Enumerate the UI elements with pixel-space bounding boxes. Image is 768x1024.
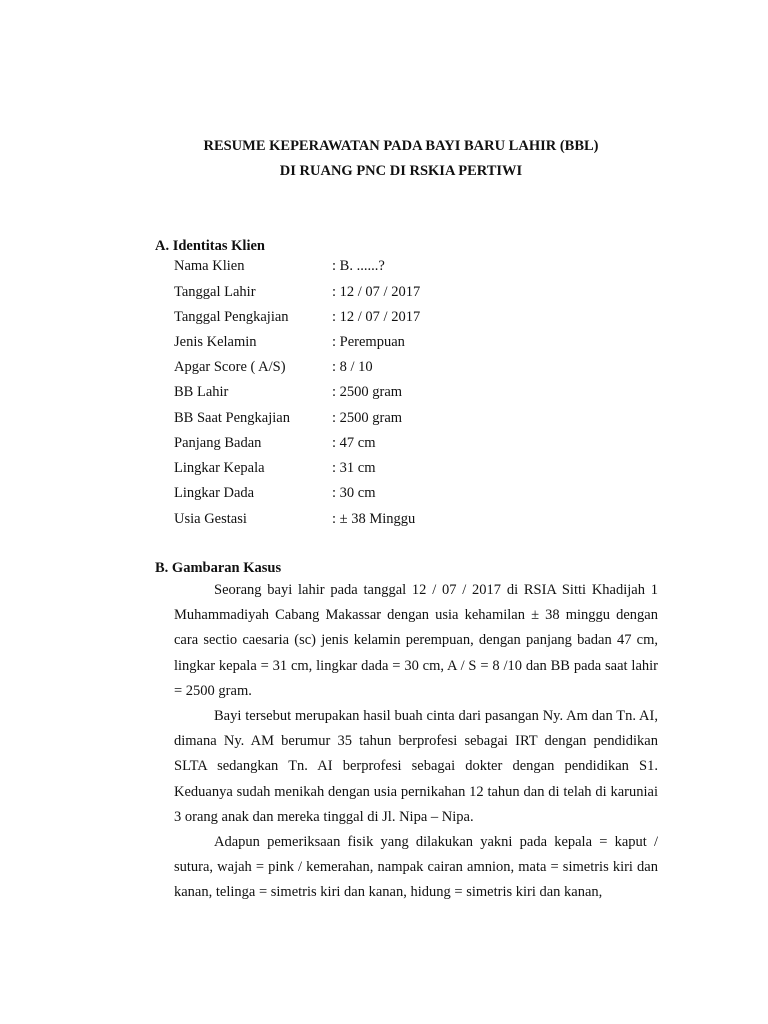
identity-label: Jenis Kelamin xyxy=(174,334,257,350)
identity-label: Panjang Badan xyxy=(174,435,262,451)
identity-value: : B. ......? xyxy=(332,258,385,274)
identity-row xyxy=(174,511,594,531)
identity-value: : Perempuan xyxy=(332,334,405,350)
document-title-line-2: DI RUANG PNC DI RSKIA PERTIWI xyxy=(279,163,523,179)
identity-label: Lingkar Kepala xyxy=(174,460,265,476)
identity-row xyxy=(174,334,594,354)
identity-row xyxy=(174,384,594,404)
case-description xyxy=(174,578,658,906)
identity-value: : 47 cm xyxy=(332,435,376,451)
identity-value: : 2500 gram xyxy=(332,410,403,426)
identity-label: Usia Gestasi xyxy=(174,511,247,527)
identity-row xyxy=(174,359,594,379)
identity-value: : 8 / 10 xyxy=(332,359,373,375)
identity-row xyxy=(174,284,594,304)
identity-label: BB Saat Pengkajian xyxy=(174,410,290,426)
case-paragraph: Adapun pemeriksaan fisik yang dilakukan yakni pada kepala = kaput / sutura, wajah = pink / kemerahan, nampak cairan amnion, mata = simetris kiri dan kanan, telinga = simetris kiri dan kanan, hidung = simetris kiri dan kanan, xyxy=(174,834,658,901)
identity-value: : 2500 gram xyxy=(332,384,403,400)
identity-row xyxy=(174,410,594,430)
identity-row xyxy=(174,460,594,480)
section-b-heading: B. Gambaran Kasus xyxy=(155,560,282,576)
identity-value: : 31 cm xyxy=(332,460,376,476)
identity-label: Nama Klien xyxy=(174,258,245,274)
identity-row xyxy=(174,435,594,455)
identity-label: Tanggal Lahir xyxy=(174,284,256,300)
case-paragraph: Bayi tersebut merupakan hasil buah cinta dari pasangan Ny. Am dan Tn. AI, dimana Ny. AM berumur 35 tahun berprofesi sebagai IRT dengan pendidikan SLTA sedangkan Tn. AI berprofesi sebagai dokter dengan pendidikan S1. Keduanya sudah menikah dengan usia pernikahan 12 tahun dan di telah di karuniai 3 orang anak dan mereka tinggal di Jl. Nipa – Nipa. xyxy=(174,708,658,825)
identity-value: : 30 cm xyxy=(332,485,376,501)
case-paragraph: Seorang bayi lahir pada tanggal 12 / 07 / 2017 di RSIA Sitti Khadijah 1 Muhammadiyah Cabang Makassar dengan usia kehamilan ± 38 minggu dengan cara sectio caesaria (sc) jenis kelamin perempuan, dengan panjang badan 47 cm, lingkar kepala = 31 cm, lingkar dada = 30 cm, A / S = 8 /10 dan BB pada saat lahir = 2500 gram. xyxy=(174,582,658,699)
identity-value: : 12 / 07 / 2017 xyxy=(332,284,421,300)
identity-label: Apgar Score ( A/S) xyxy=(174,359,286,375)
identity-label: Tanggal Pengkajian xyxy=(174,309,289,325)
document-title-line-1: RESUME KEPERAWATAN PADA BAYI BARU LAHIR (BBL) xyxy=(203,138,599,154)
identity-row xyxy=(174,258,594,278)
identity-row xyxy=(174,309,594,329)
identity-label: BB Lahir xyxy=(174,384,229,400)
identity-row xyxy=(174,485,594,505)
section-a-heading: A. Identitas Klien xyxy=(155,238,265,254)
identity-label: Lingkar Dada xyxy=(174,485,255,501)
identity-value: : ± 38 Minggu xyxy=(332,511,416,527)
identity-value: : 12 / 07 / 2017 xyxy=(332,309,421,325)
